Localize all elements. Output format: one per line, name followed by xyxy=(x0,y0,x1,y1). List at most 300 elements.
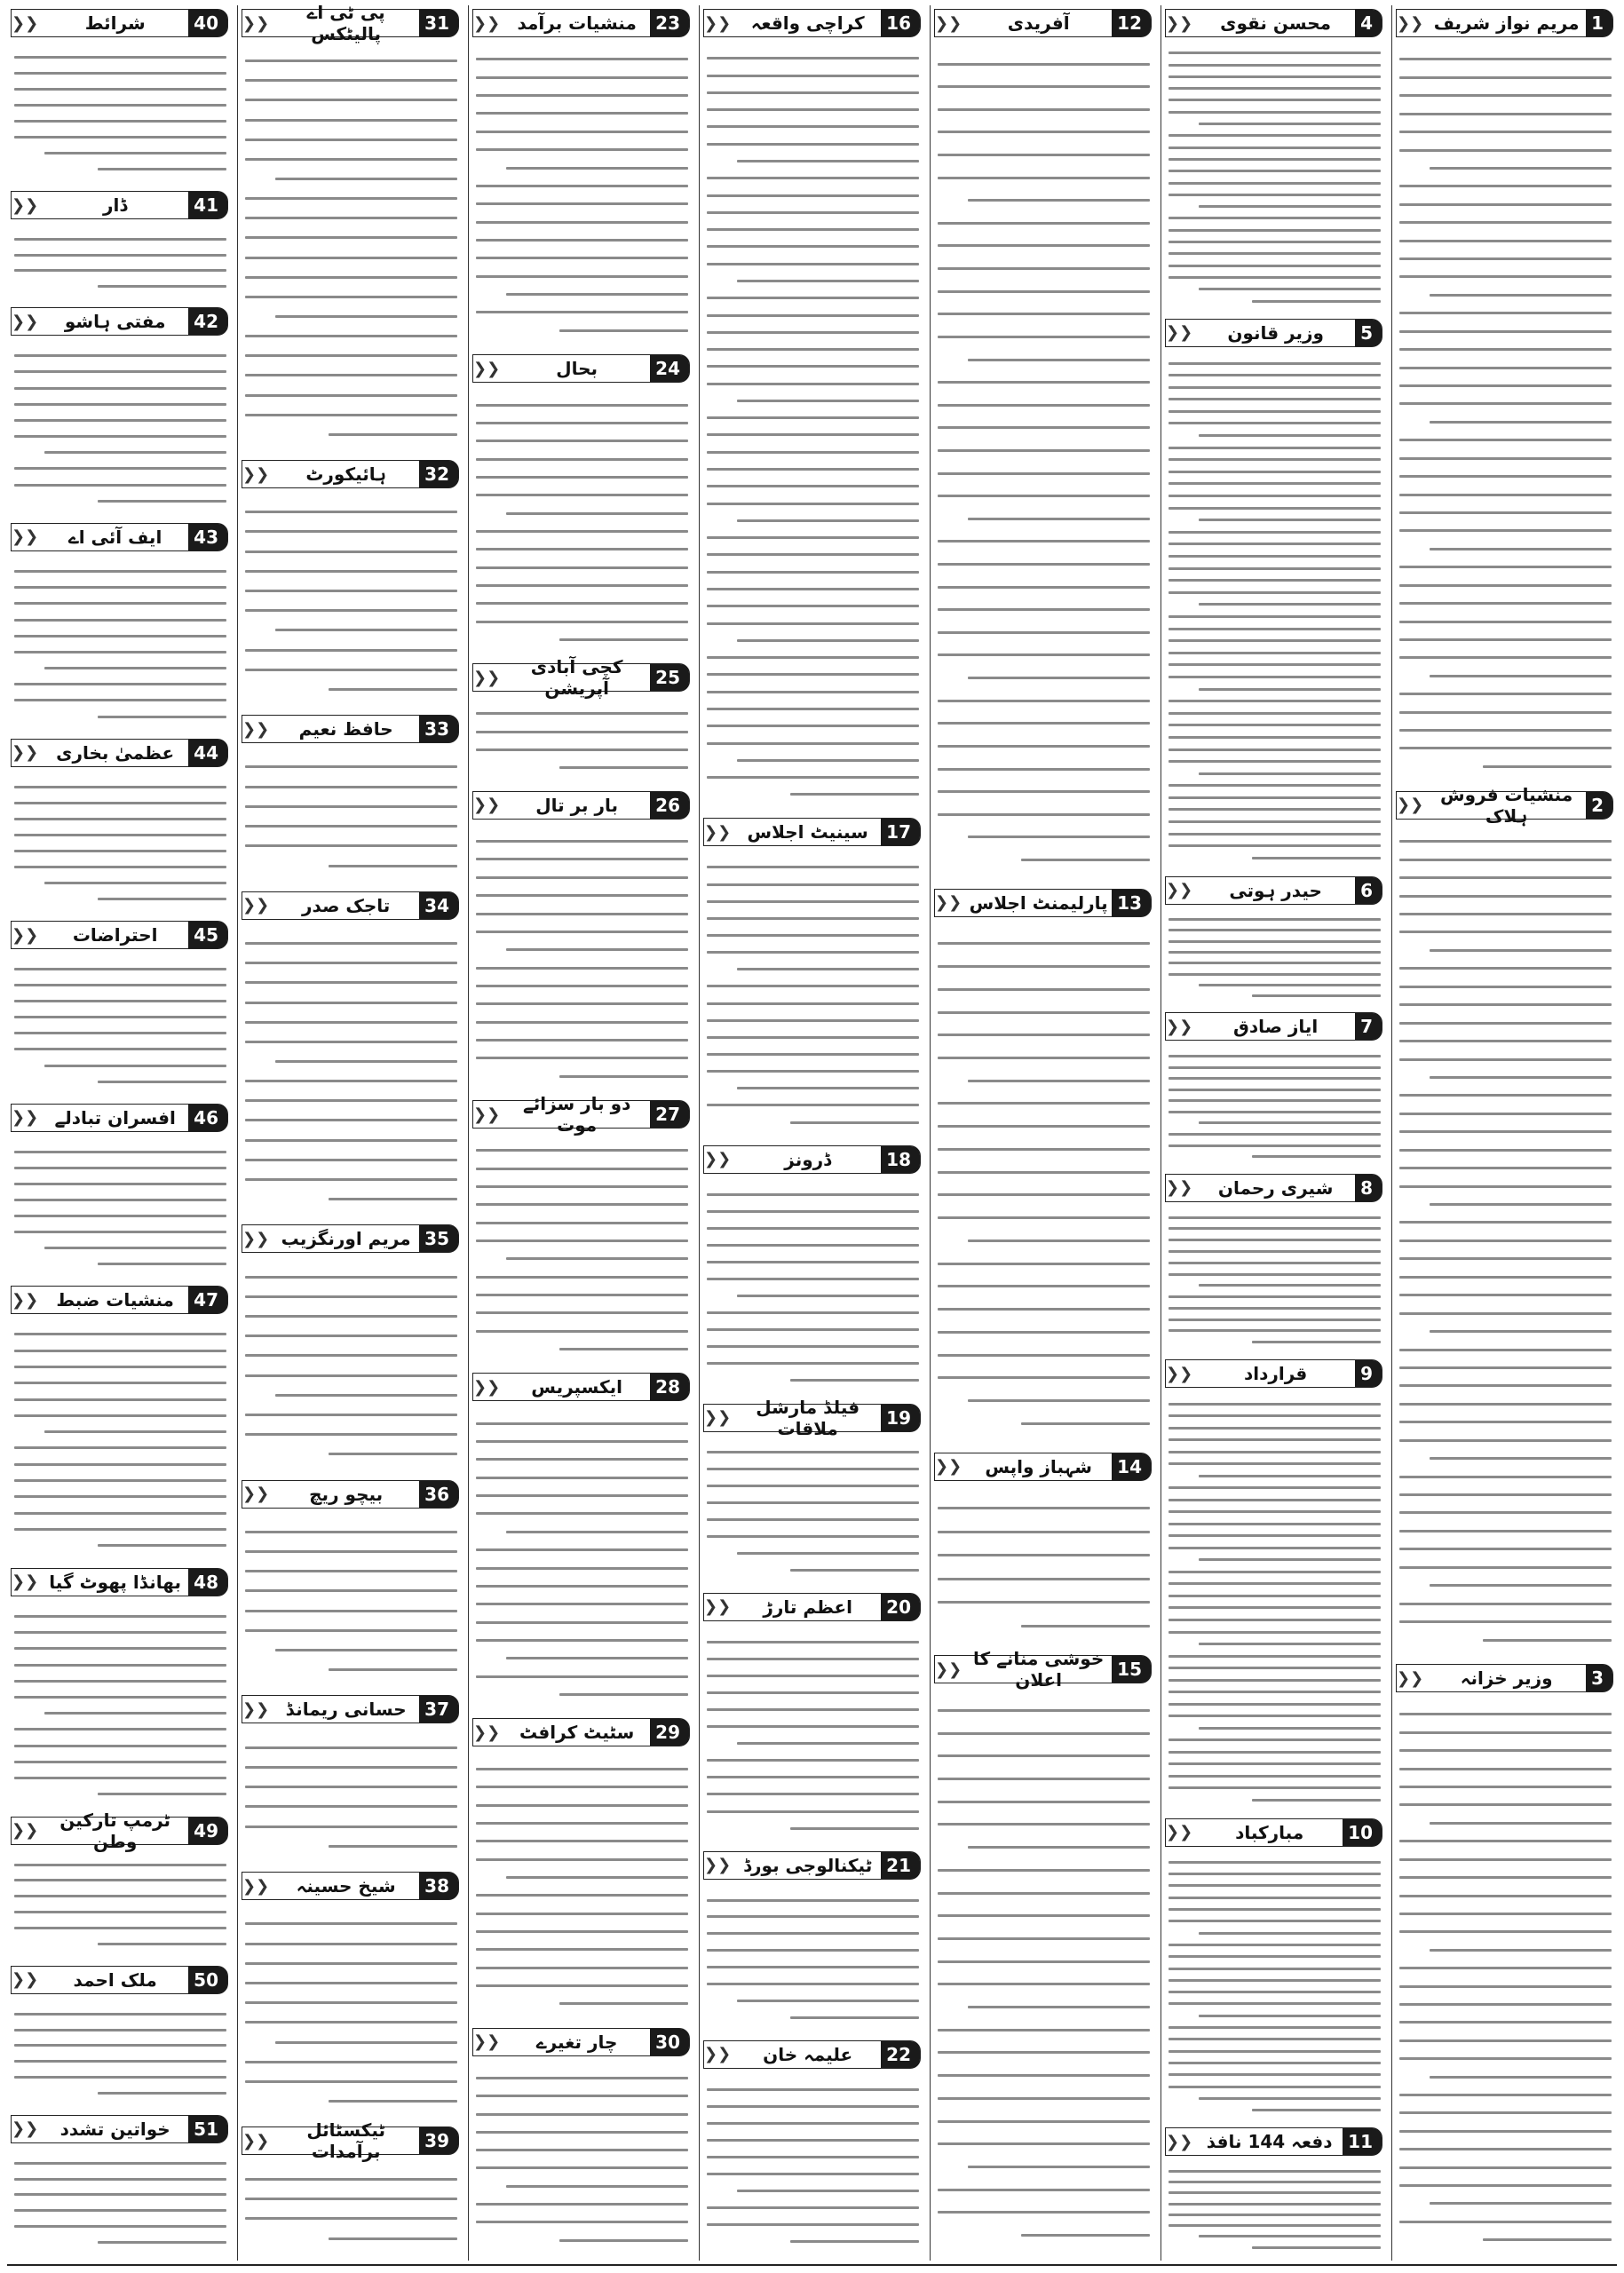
text-line xyxy=(1399,58,1612,60)
text-line xyxy=(1168,194,1381,196)
text-line xyxy=(476,1984,688,1987)
text-line xyxy=(938,653,1150,656)
text-line xyxy=(1199,434,1381,437)
news-item-heading xyxy=(242,2119,459,2163)
text-line xyxy=(476,913,688,915)
text-line xyxy=(1168,784,1381,787)
text-line xyxy=(707,2139,919,2142)
text-line xyxy=(1168,1619,1381,1621)
text-line xyxy=(938,1983,1150,1985)
text-line xyxy=(14,570,226,573)
text-line xyxy=(275,629,457,631)
text-line xyxy=(707,673,919,676)
text-line xyxy=(44,152,226,154)
text-line xyxy=(938,177,1150,179)
text-line xyxy=(1168,99,1381,101)
news-item xyxy=(1165,1009,1382,1169)
news-item-body xyxy=(472,386,690,660)
chevron-icon: ❮❮ xyxy=(242,1876,270,1896)
text-line xyxy=(707,211,919,214)
text-line xyxy=(938,131,1150,133)
text-line xyxy=(1168,1486,1381,1489)
text-line xyxy=(1021,1625,1150,1628)
news-item xyxy=(472,656,690,787)
text-line xyxy=(707,1070,919,1073)
text-line xyxy=(938,813,1150,816)
chevron-icon: ❮❮ xyxy=(242,1485,270,1504)
text-line xyxy=(1168,820,1381,823)
text-line xyxy=(707,1535,919,1538)
text-line xyxy=(938,1376,1150,1379)
news-item-title: قرارداد xyxy=(1243,1363,1308,1385)
chevron-icon: ❮❮ xyxy=(704,13,732,33)
news-item-title: چار تغیرے xyxy=(535,2031,618,2053)
text-line xyxy=(1399,2021,1612,2024)
text-line xyxy=(1399,1476,1612,1478)
text-line xyxy=(707,228,919,231)
text-line xyxy=(245,59,457,62)
text-line xyxy=(1021,1422,1150,1425)
text-line xyxy=(1199,1558,1381,1561)
text-line xyxy=(245,1414,457,1416)
text-line xyxy=(476,584,688,587)
text-line xyxy=(245,825,457,828)
text-line xyxy=(14,1927,226,1929)
text-line xyxy=(938,2097,1150,2100)
text-line xyxy=(707,605,919,607)
text-line xyxy=(44,1430,226,1433)
text-line xyxy=(1399,1603,1612,1605)
news-item xyxy=(1165,2124,1382,2261)
text-line xyxy=(1399,1803,1612,1806)
text-line xyxy=(1399,1895,1612,1897)
text-line xyxy=(707,1053,919,1056)
text-line xyxy=(707,297,919,299)
news-item-number: 30 xyxy=(650,2029,689,2055)
text-line xyxy=(1399,1130,1612,1133)
text-line xyxy=(14,683,226,685)
text-line xyxy=(1399,1040,1612,1042)
news-item-heading xyxy=(472,1373,690,1401)
text-line xyxy=(938,1148,1150,1151)
text-line xyxy=(1399,2148,1612,2150)
text-line xyxy=(707,776,919,779)
news-item xyxy=(11,917,228,1099)
text-line xyxy=(245,414,457,416)
news-item xyxy=(11,2111,228,2261)
text-line xyxy=(476,1768,688,1770)
text-line xyxy=(707,1675,919,1677)
text-line xyxy=(1399,602,1612,605)
chevron-icon: ❮❮ xyxy=(242,896,270,915)
text-line xyxy=(476,931,688,933)
news-item-title: ایف آئی اے xyxy=(68,526,162,548)
text-line xyxy=(707,1002,919,1005)
text-line xyxy=(1399,1566,1612,1569)
text-line xyxy=(476,1149,688,1152)
text-line xyxy=(790,1569,919,1572)
text-line xyxy=(245,1943,457,1945)
news-item xyxy=(242,1221,459,1476)
text-line xyxy=(14,1048,226,1050)
text-line xyxy=(938,608,1150,611)
text-line xyxy=(938,472,1150,475)
text-line xyxy=(245,530,457,533)
news-item-number: 35 xyxy=(419,1225,458,1252)
text-line xyxy=(1252,2109,1381,2111)
news-item xyxy=(242,711,459,888)
text-line xyxy=(245,649,457,652)
news-item-title: وزیر خزانہ xyxy=(1460,1667,1553,1690)
text-line xyxy=(245,550,457,553)
news-item-heading xyxy=(472,2028,690,2056)
text-line xyxy=(938,2142,1150,2145)
text-line xyxy=(737,1295,919,1297)
text-line xyxy=(707,451,919,454)
text-line xyxy=(938,790,1150,793)
chevron-icon: ❮❮ xyxy=(12,925,39,945)
news-item-title: پی ٹی اے پالیٹکس xyxy=(306,5,385,44)
text-line xyxy=(1168,1239,1381,1241)
text-line xyxy=(938,2189,1150,2191)
text-line xyxy=(245,1295,457,1298)
news-item xyxy=(1165,873,1382,1010)
news-item-heading xyxy=(11,2115,228,2143)
news-item-number: 41 xyxy=(188,192,227,218)
text-line xyxy=(1168,2062,1381,2064)
news-item-title: دو بار سزائے موت xyxy=(522,1093,631,1136)
text-line xyxy=(1199,688,1381,691)
text-line xyxy=(14,88,226,91)
text-line xyxy=(245,981,457,984)
chevron-icon: ❮❮ xyxy=(242,2131,270,2150)
text-line xyxy=(707,143,919,146)
news-item-title: ڈرونز xyxy=(784,1148,832,1170)
chevron-icon: ❮❮ xyxy=(473,13,501,33)
text-line xyxy=(329,2237,457,2240)
text-line xyxy=(245,1315,457,1318)
news-item-title: افسران تبادلے xyxy=(54,1106,176,1129)
chevron-icon: ❮❮ xyxy=(704,1150,732,1169)
text-line xyxy=(938,1754,1150,1757)
news-item xyxy=(472,351,690,660)
news-item-number: 11 xyxy=(1343,2128,1382,2155)
text-line xyxy=(14,104,226,107)
text-line xyxy=(737,280,919,282)
text-line xyxy=(707,1810,919,1813)
text-line xyxy=(476,422,688,424)
news-item-number: 50 xyxy=(188,1967,227,1993)
text-line xyxy=(938,154,1150,156)
text-line xyxy=(476,257,688,259)
text-line xyxy=(1168,1655,1381,1658)
text-line xyxy=(245,1139,457,1142)
news-item-title: ہائیکورٹ xyxy=(305,463,386,485)
news-item xyxy=(703,5,921,814)
text-line xyxy=(14,1215,226,1217)
text-line xyxy=(1168,1451,1381,1453)
text-line xyxy=(14,1895,226,1897)
news-item xyxy=(934,5,1152,885)
text-line xyxy=(1168,75,1381,78)
text-line xyxy=(707,951,919,954)
text-line xyxy=(1168,422,1381,424)
text-line xyxy=(938,449,1150,452)
news-item-title: شیخ حسینہ xyxy=(296,1875,396,1897)
text-line xyxy=(1399,1511,1612,1514)
text-line xyxy=(14,850,226,852)
text-line xyxy=(476,566,688,569)
text-line xyxy=(938,2120,1150,2123)
text-line xyxy=(1168,1979,1381,1982)
news-item-heading xyxy=(1165,1012,1382,1041)
text-line xyxy=(1399,257,1612,260)
text-line xyxy=(559,1693,688,1696)
text-line xyxy=(938,745,1150,748)
text-line xyxy=(707,1193,919,1196)
chevron-icon: ❮❮ xyxy=(12,1108,39,1128)
text-line xyxy=(1399,1022,1612,1025)
text-line xyxy=(275,178,457,180)
text-line xyxy=(938,1034,1150,1036)
text-line xyxy=(14,1680,226,1683)
text-line xyxy=(476,58,688,60)
text-line xyxy=(938,1216,1150,1219)
news-item-title: بیچو ریچ xyxy=(309,1483,384,1505)
text-line xyxy=(1168,1786,1381,1789)
chevron-icon: ❮❮ xyxy=(473,359,501,378)
text-line xyxy=(1168,833,1381,836)
text-line xyxy=(1430,1330,1612,1333)
text-line xyxy=(1168,182,1381,185)
text-line xyxy=(707,108,919,111)
text-line xyxy=(938,108,1150,111)
news-item-heading xyxy=(11,1809,228,1852)
text-line xyxy=(1199,1932,1381,1935)
text-line xyxy=(938,1308,1150,1311)
text-line xyxy=(245,139,457,141)
news-item-heading xyxy=(242,1224,459,1253)
text-line xyxy=(707,1362,919,1365)
text-line xyxy=(737,519,919,522)
text-line xyxy=(1168,1534,1381,1537)
news-item-heading xyxy=(242,5,459,44)
news-item-number: 12 xyxy=(1112,10,1151,36)
news-item-body xyxy=(472,41,690,351)
text-line xyxy=(790,2240,919,2243)
text-line xyxy=(329,433,457,436)
text-line xyxy=(14,1398,226,1401)
text-line xyxy=(1168,1403,1381,1406)
text-line xyxy=(1168,507,1381,510)
chevron-icon: ❮❮ xyxy=(473,1723,501,1742)
news-item-heading xyxy=(11,1286,228,1314)
chevron-icon: ❮❮ xyxy=(12,1290,39,1310)
text-line xyxy=(707,1501,919,1504)
news-item-title: حافظ نعیم xyxy=(298,718,393,741)
text-line xyxy=(476,2203,688,2206)
news-item-number: 2 xyxy=(1586,792,1612,819)
text-line xyxy=(1168,1595,1381,1597)
text-line xyxy=(476,458,688,461)
news-item xyxy=(11,1564,228,1813)
text-line xyxy=(1168,918,1381,921)
text-line xyxy=(938,942,1150,945)
news-item-body xyxy=(242,747,459,888)
text-line xyxy=(14,1016,226,1018)
news-item-body xyxy=(11,1600,228,1813)
text-line xyxy=(506,1257,688,1260)
text-line xyxy=(245,2080,457,2083)
text-line xyxy=(14,1879,226,1881)
text-line xyxy=(1399,149,1612,152)
text-line xyxy=(737,968,919,970)
news-item xyxy=(242,1477,459,1692)
text-line xyxy=(476,1002,688,1005)
text-line xyxy=(1168,844,1381,847)
text-line xyxy=(506,1876,688,1879)
text-line xyxy=(245,1276,457,1279)
text-line xyxy=(938,2211,1150,2214)
text-line xyxy=(1168,1991,1381,1993)
text-line xyxy=(14,968,226,970)
text-line xyxy=(938,267,1150,270)
text-line xyxy=(938,495,1150,497)
text-line xyxy=(476,894,688,897)
text-line xyxy=(1430,1457,1612,1460)
text-line xyxy=(707,1725,919,1728)
text-line xyxy=(707,1227,919,1230)
text-line xyxy=(938,965,1150,968)
text-line xyxy=(790,1379,919,1382)
text-line xyxy=(1399,113,1612,115)
text-line xyxy=(98,500,226,503)
text-line xyxy=(1199,2015,1381,2017)
text-line xyxy=(476,1804,688,1807)
text-line xyxy=(245,1962,457,1965)
chevron-icon: ❮❮ xyxy=(1166,881,1193,900)
news-item-heading xyxy=(934,9,1152,37)
text-line xyxy=(1399,457,1612,460)
news-item xyxy=(703,1142,921,1400)
news-item-title: فیلڈ مارشل ملاقات xyxy=(756,1396,860,1439)
text-line xyxy=(476,1786,688,1788)
news-item-body xyxy=(472,1132,690,1369)
news-item-title: کراچی واقعہ xyxy=(750,12,865,34)
text-line xyxy=(14,1350,226,1352)
text-line xyxy=(1168,134,1381,137)
news-item xyxy=(11,1100,228,1282)
news-item-heading xyxy=(1396,1664,1613,1692)
text-line xyxy=(707,57,919,59)
text-line xyxy=(707,571,919,574)
news-item-number: 5 xyxy=(1355,320,1382,346)
text-line xyxy=(1168,929,1381,931)
text-line xyxy=(14,1366,226,1368)
text-line xyxy=(1168,482,1381,485)
news-item-title: ملک احمد xyxy=(73,1968,157,1991)
news-item-number: 45 xyxy=(188,922,227,948)
news-item-title: سٹیٹ کرافٹ xyxy=(519,1722,635,1744)
news-item xyxy=(11,519,228,735)
text-line xyxy=(245,2061,457,2063)
text-line xyxy=(1399,729,1612,732)
text-line xyxy=(1168,1944,1381,1946)
text-line xyxy=(14,2044,226,2047)
news-item xyxy=(11,1962,228,2111)
text-line xyxy=(707,1210,919,1213)
text-line xyxy=(98,1943,226,1945)
text-line xyxy=(14,1728,226,1730)
text-line xyxy=(1399,2184,1612,2187)
text-line xyxy=(1168,1775,1381,1778)
text-line xyxy=(1399,131,1612,133)
text-line xyxy=(1399,859,1612,861)
news-item-title: منشیات ضبط xyxy=(56,1289,174,1311)
news-item xyxy=(472,5,690,351)
text-line xyxy=(1399,384,1612,387)
text-line xyxy=(707,1328,919,1331)
text-line xyxy=(707,1691,919,1694)
text-line xyxy=(329,1668,457,1671)
news-item-body xyxy=(934,1485,1152,1652)
text-line xyxy=(1168,2026,1381,2029)
news-item xyxy=(11,304,228,519)
text-line xyxy=(476,2221,688,2223)
text-line xyxy=(245,79,457,82)
text-line xyxy=(476,404,688,407)
text-line xyxy=(1430,1949,1612,1952)
text-line xyxy=(707,1244,919,1247)
text-line xyxy=(1399,1185,1612,1188)
text-line xyxy=(938,1823,1150,1826)
news-item-title: ٹرمپ تارکین وطن xyxy=(59,1809,171,1852)
text-line xyxy=(1168,276,1381,279)
text-line xyxy=(245,217,457,219)
text-line xyxy=(14,72,226,75)
text-line xyxy=(1399,2094,1612,2096)
news-item-body xyxy=(703,41,921,814)
text-line xyxy=(245,1080,457,1082)
text-line xyxy=(14,1183,226,1185)
news-item xyxy=(703,814,921,1141)
text-line xyxy=(968,836,1150,838)
news-column xyxy=(1161,5,1386,2261)
text-line xyxy=(245,511,457,513)
text-line xyxy=(707,2088,919,2091)
text-line xyxy=(1199,288,1381,290)
news-item-body xyxy=(242,1512,459,1692)
text-line xyxy=(14,1463,226,1466)
news-item-body xyxy=(1165,1206,1382,1356)
text-line xyxy=(14,1032,226,1034)
news-item-body xyxy=(1165,908,1382,1010)
text-line xyxy=(1168,1571,1381,1573)
text-line xyxy=(14,120,226,123)
text-line xyxy=(707,536,919,539)
text-line xyxy=(14,786,226,788)
text-line xyxy=(1168,796,1381,799)
text-line xyxy=(14,2060,226,2063)
text-line xyxy=(329,2100,457,2103)
text-line xyxy=(14,269,226,272)
text-line xyxy=(14,802,226,804)
text-line xyxy=(275,315,457,318)
text-line xyxy=(1168,1273,1381,1276)
news-item-number: 16 xyxy=(881,10,920,36)
text-line xyxy=(1168,471,1381,473)
news-item-title: شہباز واپس xyxy=(985,1455,1092,1477)
